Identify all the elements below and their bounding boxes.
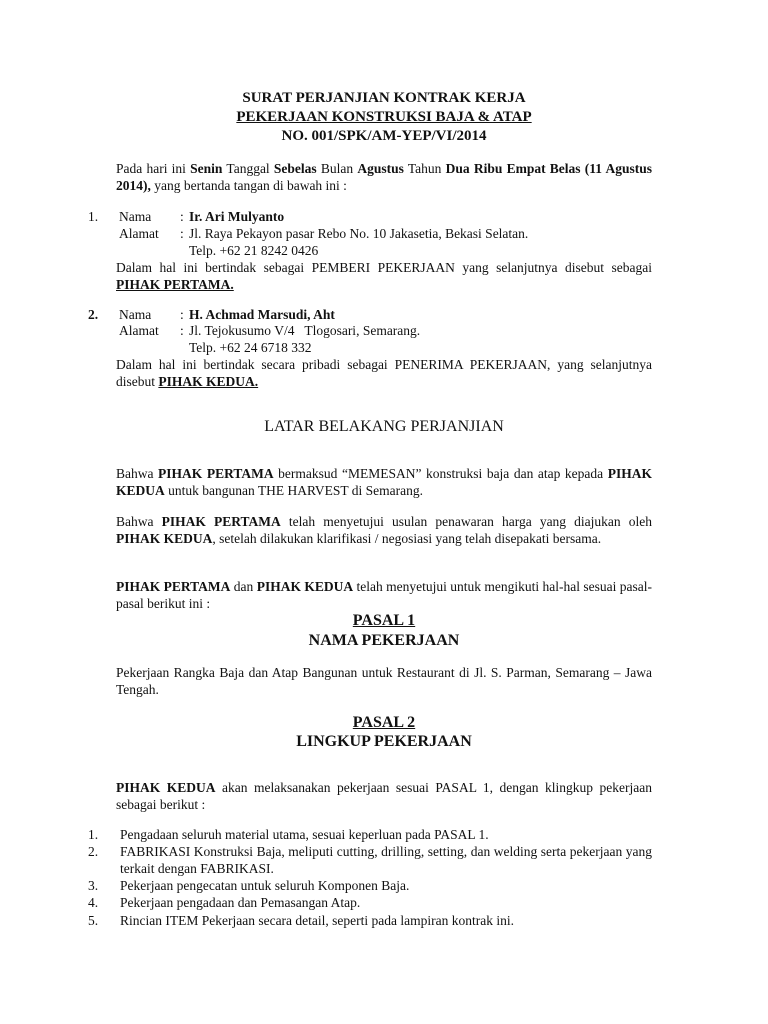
party-2-address: Jl. Tejokusumo V/4 Tlogosari, Semarang. — [189, 323, 421, 338]
party-1-name-label: Nama — [119, 209, 152, 224]
pasal-1-text: Pekerjaan Rangka Baja dan Atap Bangunan untuk Restaurant di Jl. S. Parman, Semarang – Jawa Tengah. — [116, 665, 652, 697]
party-1-address-label: Alamat — [119, 226, 159, 241]
list-item-number: 4. — [88, 895, 99, 910]
party-1-phone: Telp. +62 21 8242 0426 — [189, 243, 319, 258]
party-1-name: Ir. Ari Mulyanto — [189, 209, 285, 224]
list-item: Pekerjaan pengadaan dan Pemasangan Atap. — [120, 895, 361, 910]
doc-title-line2: PEKERJAAN KONSTRUKSI BAJA & ATAP — [236, 109, 532, 125]
list-item-number: 2. — [88, 844, 99, 859]
party-2-name: H. Achmad Marsudi, Aht — [189, 307, 335, 322]
party-2-name-label: Nama — [119, 307, 152, 322]
list-item: Rincian ITEM Pekerjaan secara detail, seperti pada lampiran kontrak ini. — [120, 913, 514, 928]
colon: : — [180, 323, 184, 338]
list-item: Pekerjaan pengecatan untuk seluruh Komponen Baja. — [120, 878, 410, 893]
colon: : — [180, 209, 184, 224]
pasal-2-title: PASAL 2 — [352, 714, 416, 731]
party-1-number: 1. — [88, 209, 99, 224]
background-paragraph-1: Bahwa PIHAK PERTAMA bermaksud “MEMESAN” konstruksi baja dan atap kepada PIHAK KEDUA untuk bangunan THE HARVEST di Semarang. — [116, 466, 652, 498]
list-item: FABRIKASI Konstruksi Baja, meliputi cutting, drilling, setting, dan welding serta pekerjaan yang terkait dengan FABRIKASI. — [120, 844, 652, 876]
pasal-2-intro: PIHAK KEDUA akan melaksanakan pekerjaan sesuai PASAL 1, dengan klingkup pekerjaan sebagai berikut : — [116, 780, 653, 812]
pasal-2-subtitle: LINGKUP PEKERJAAN — [296, 733, 472, 750]
party-1-alias: PIHAK PERTAMA. — [116, 277, 234, 292]
intro-paragraph: Pada hari ini Senin Tanggal Sebelas Bulan Agustus Tahun Dua Ribu Empat Belas (11 Agustus 2014), yang bertanda tangan di bawah ini : — [116, 161, 653, 193]
doc-title-line1: SURAT PERJANJIAN KONTRAK KERJA — [242, 90, 526, 106]
colon: : — [180, 226, 184, 241]
list-item: Pengadaan seluruh material utama, sesuai keperluan pada PASAL 1. — [120, 827, 489, 842]
doc-number: NO. 001/SPK/AM-YEP/VI/2014 — [281, 128, 487, 144]
background-heading: LATAR BELAKANG PERJANJIAN — [264, 418, 504, 435]
party-2-phone: Telp. +62 24 6718 332 — [189, 340, 312, 355]
colon: : — [180, 307, 184, 322]
party-2-address-label: Alamat — [119, 323, 159, 338]
background-paragraph-2: Bahwa PIHAK PERTAMA telah menyetujui usulan penawaran harga yang diajukan oleh PIHAK KEDUA, setelah dilakukan klarifikasi / negosiasi yang telah disepakati bersama. — [116, 514, 652, 546]
pasal-1-title: PASAL 1 — [352, 612, 416, 629]
party-2-alias: PIHAK KEDUA. — [158, 374, 259, 389]
list-item-number: 1. — [88, 827, 99, 842]
background-paragraph-3: PIHAK PERTAMA dan PIHAK KEDUA telah menyetujui untuk mengikuti hal-hal sesuai pasal-pasal berikut ini : — [116, 579, 652, 611]
list-item-number: 5. — [88, 913, 99, 928]
pasal-1-subtitle: NAMA PEKERJAAN — [308, 632, 460, 649]
party-2-number: 2. — [88, 307, 99, 322]
list-item-number: 3. — [88, 878, 99, 893]
party-1-description: Dalam hal ini bertindak sebagai PEMBERI PEKERJAAN yang selanjutnya disebut sebagai PIHAK PERTAMA. — [116, 260, 652, 292]
party-1-address: Jl. Raya Pekayon pasar Rebo No. 10 Jakasetia, Bekasi Selatan. — [189, 226, 529, 241]
party-2-description: Dalam hal ini bertindak secara pribadi sebagai PENERIMA PEKERJAAN, yang selanjutnya disebut PIHAK KEDUA. — [116, 357, 652, 389]
